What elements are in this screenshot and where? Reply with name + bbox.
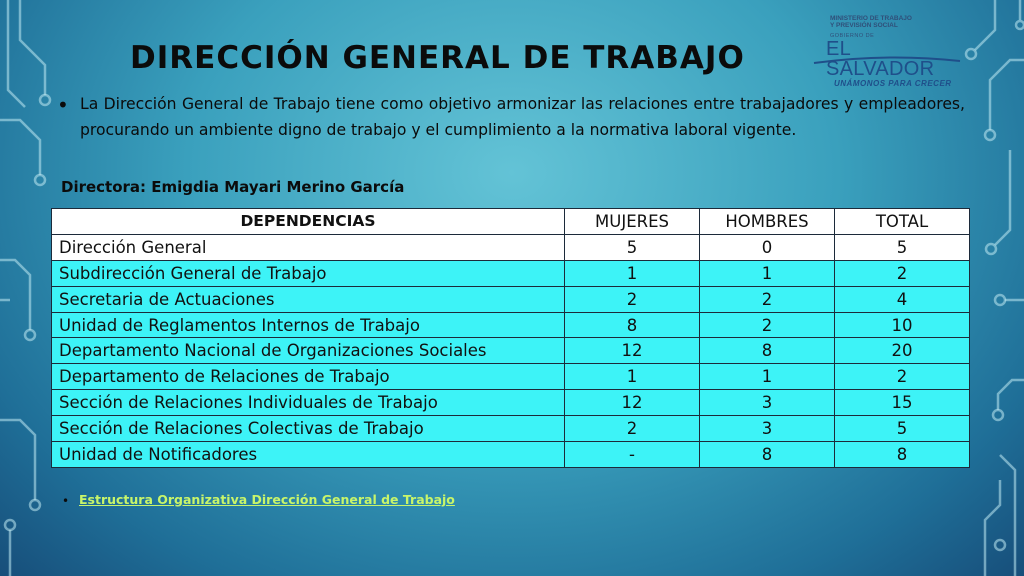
cell-hombres: 1 — [700, 364, 835, 390]
table-header-row — [52, 209, 970, 235]
cell-hombres: 8 — [700, 338, 835, 364]
cell-total: 5 — [835, 234, 970, 260]
description-text: La Dirección General de Trabajo tiene como objetivo armonizar las relaciones entre trabajadores y empleadores, procurando un ambiente digno de trabajo y el cumplimiento a la normativa laboral vigente. — [80, 95, 965, 139]
cell-mujeres: 5 — [565, 234, 700, 260]
ministry-logo — [812, 15, 962, 88]
logo-gobierno: GOBIERNO DE — [830, 33, 875, 39]
header-hombres: HOMBRES — [700, 209, 835, 235]
cell-total: 2 — [835, 364, 970, 390]
table-row — [52, 286, 970, 312]
cell-dependencia: Departamento de Relaciones de Trabajo — [52, 364, 565, 390]
cell-total: 5 — [835, 416, 970, 442]
cell-total: 15 — [835, 390, 970, 416]
cell-total: 4 — [835, 286, 970, 312]
cell-mujeres: 8 — [565, 312, 700, 338]
table-row — [52, 338, 970, 364]
logo-slogan: UNÁMONOS PARA CRECER — [834, 79, 952, 88]
table-row — [52, 416, 970, 442]
bullet-icon: • — [57, 93, 69, 117]
cell-hombres: 3 — [700, 416, 835, 442]
cell-mujeres: 1 — [565, 364, 700, 390]
slide-title: DIRECCIÓN GENERAL DE TRABAJO — [130, 40, 745, 76]
cell-total: 10 — [835, 312, 970, 338]
cell-total: 20 — [835, 338, 970, 364]
table-row — [52, 390, 970, 416]
org-structure-link[interactable]: Estructura Organizativa Dirección General de Trabajo — [79, 492, 455, 507]
cell-hombres: 3 — [700, 390, 835, 416]
cell-hombres: 2 — [700, 312, 835, 338]
cell-dependencia: Unidad de Reglamentos Internos de Trabajo — [52, 312, 565, 338]
cell-mujeres: 1 — [565, 260, 700, 286]
director-name: Directora: Emigdia Mayari Merino García — [61, 178, 405, 196]
table-row — [52, 442, 970, 468]
cell-dependencia: Sección de Relaciones Individuales de Trabajo — [52, 390, 565, 416]
cell-dependencia: Sección de Relaciones Colectivas de Trabajo — [52, 416, 565, 442]
table-row — [52, 312, 970, 338]
table-row — [52, 234, 970, 260]
cell-total: 2 — [835, 260, 970, 286]
header-mujeres: MUJERES — [565, 209, 700, 235]
cell-hombres: 0 — [700, 234, 835, 260]
cell-total: 8 — [835, 442, 970, 468]
cell-mujeres: 12 — [565, 390, 700, 416]
logo-ministry-line1: MINISTERIO DE TRABAJO — [830, 15, 912, 22]
table-row — [52, 260, 970, 286]
logo-ministry-line2: Y PREVISIÓN SOCIAL — [830, 22, 898, 29]
cell-mujeres: 2 — [565, 286, 700, 312]
cell-dependencia: Departamento Nacional de Organizaciones Sociales — [52, 338, 565, 364]
cell-dependencia: Subdirección General de Trabajo — [52, 260, 565, 286]
cell-dependencia: Secretaria de Actuaciones — [52, 286, 565, 312]
cell-mujeres: 2 — [565, 416, 700, 442]
table-row — [52, 364, 970, 390]
link-bullet-icon: • — [62, 494, 70, 508]
header-dependencias: DEPENDENCIAS — [52, 209, 565, 235]
cell-mujeres: 12 — [565, 338, 700, 364]
dependencias-table — [51, 208, 970, 468]
cell-dependencia: Dirección General — [52, 234, 565, 260]
cell-hombres: 8 — [700, 442, 835, 468]
cell-hombres: 1 — [700, 260, 835, 286]
cell-mujeres: - — [565, 442, 700, 468]
cell-hombres: 2 — [700, 286, 835, 312]
cell-dependencia: Unidad de Notificadores — [52, 442, 565, 468]
logo-country: EL SALVADOR — [826, 38, 935, 80]
logo-swoosh-icon — [812, 55, 962, 67]
header-total: TOTAL — [835, 209, 970, 235]
